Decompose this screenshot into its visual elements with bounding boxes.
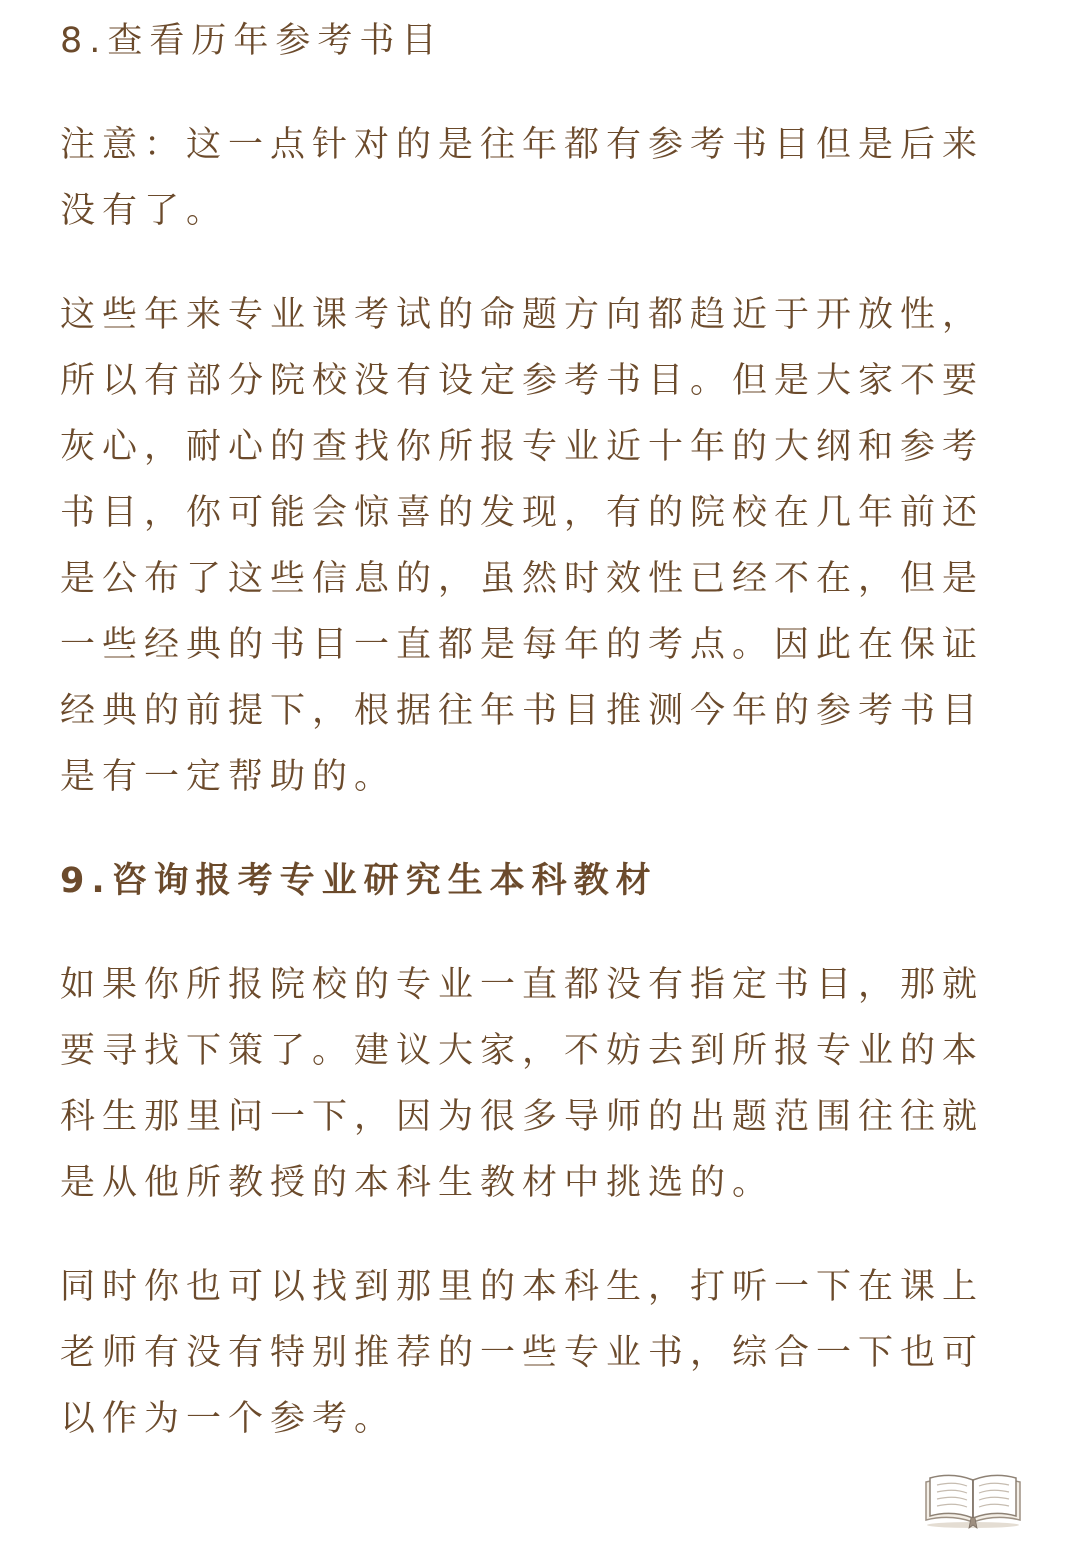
section-9-body-1: 如果你所报院校的专业一直都没有指定书目，那就要寻找下策了。建议大家，不妨去到所报专业的本科生那里问一下，因为很多导师的出题范围往往就是从他所教授的本科生教材中挑选的。 xyxy=(60,965,985,1203)
article xyxy=(60,0,1020,1452)
section-9-title: 9.咨询报考专业研究生本科教材 xyxy=(60,861,658,901)
section-8-note: 注意：这一点针对的是往年都有参考书目但是后来没有了。 xyxy=(60,125,985,231)
section-8-body: 这些年来专业课考试的命题方向都趋近于开放性，所以有部分院校没有设定参考书目。但是大家不要灰心，耐心的查找你所报专业近十年的大纲和参考书目，你可能会惊喜的发现，有的院校在几年前还是公布了这些信息的，虽然时效性已经不在，但是一些经典的书目一直都是每年的考点。因此在保证经典的前提下，根据往年书目推测今年的参考书目是有一定帮助的。 xyxy=(60,295,985,797)
section-8-title: 8.查看历年参考书目 xyxy=(60,21,444,61)
open-book-icon xyxy=(922,1468,1024,1530)
section-9-body-2: 同时你也可以找到那里的本科生，打听一下在课上老师有没有特别推荐的一些专业书，综合一下也可以作为一个参考。 xyxy=(60,1267,985,1439)
